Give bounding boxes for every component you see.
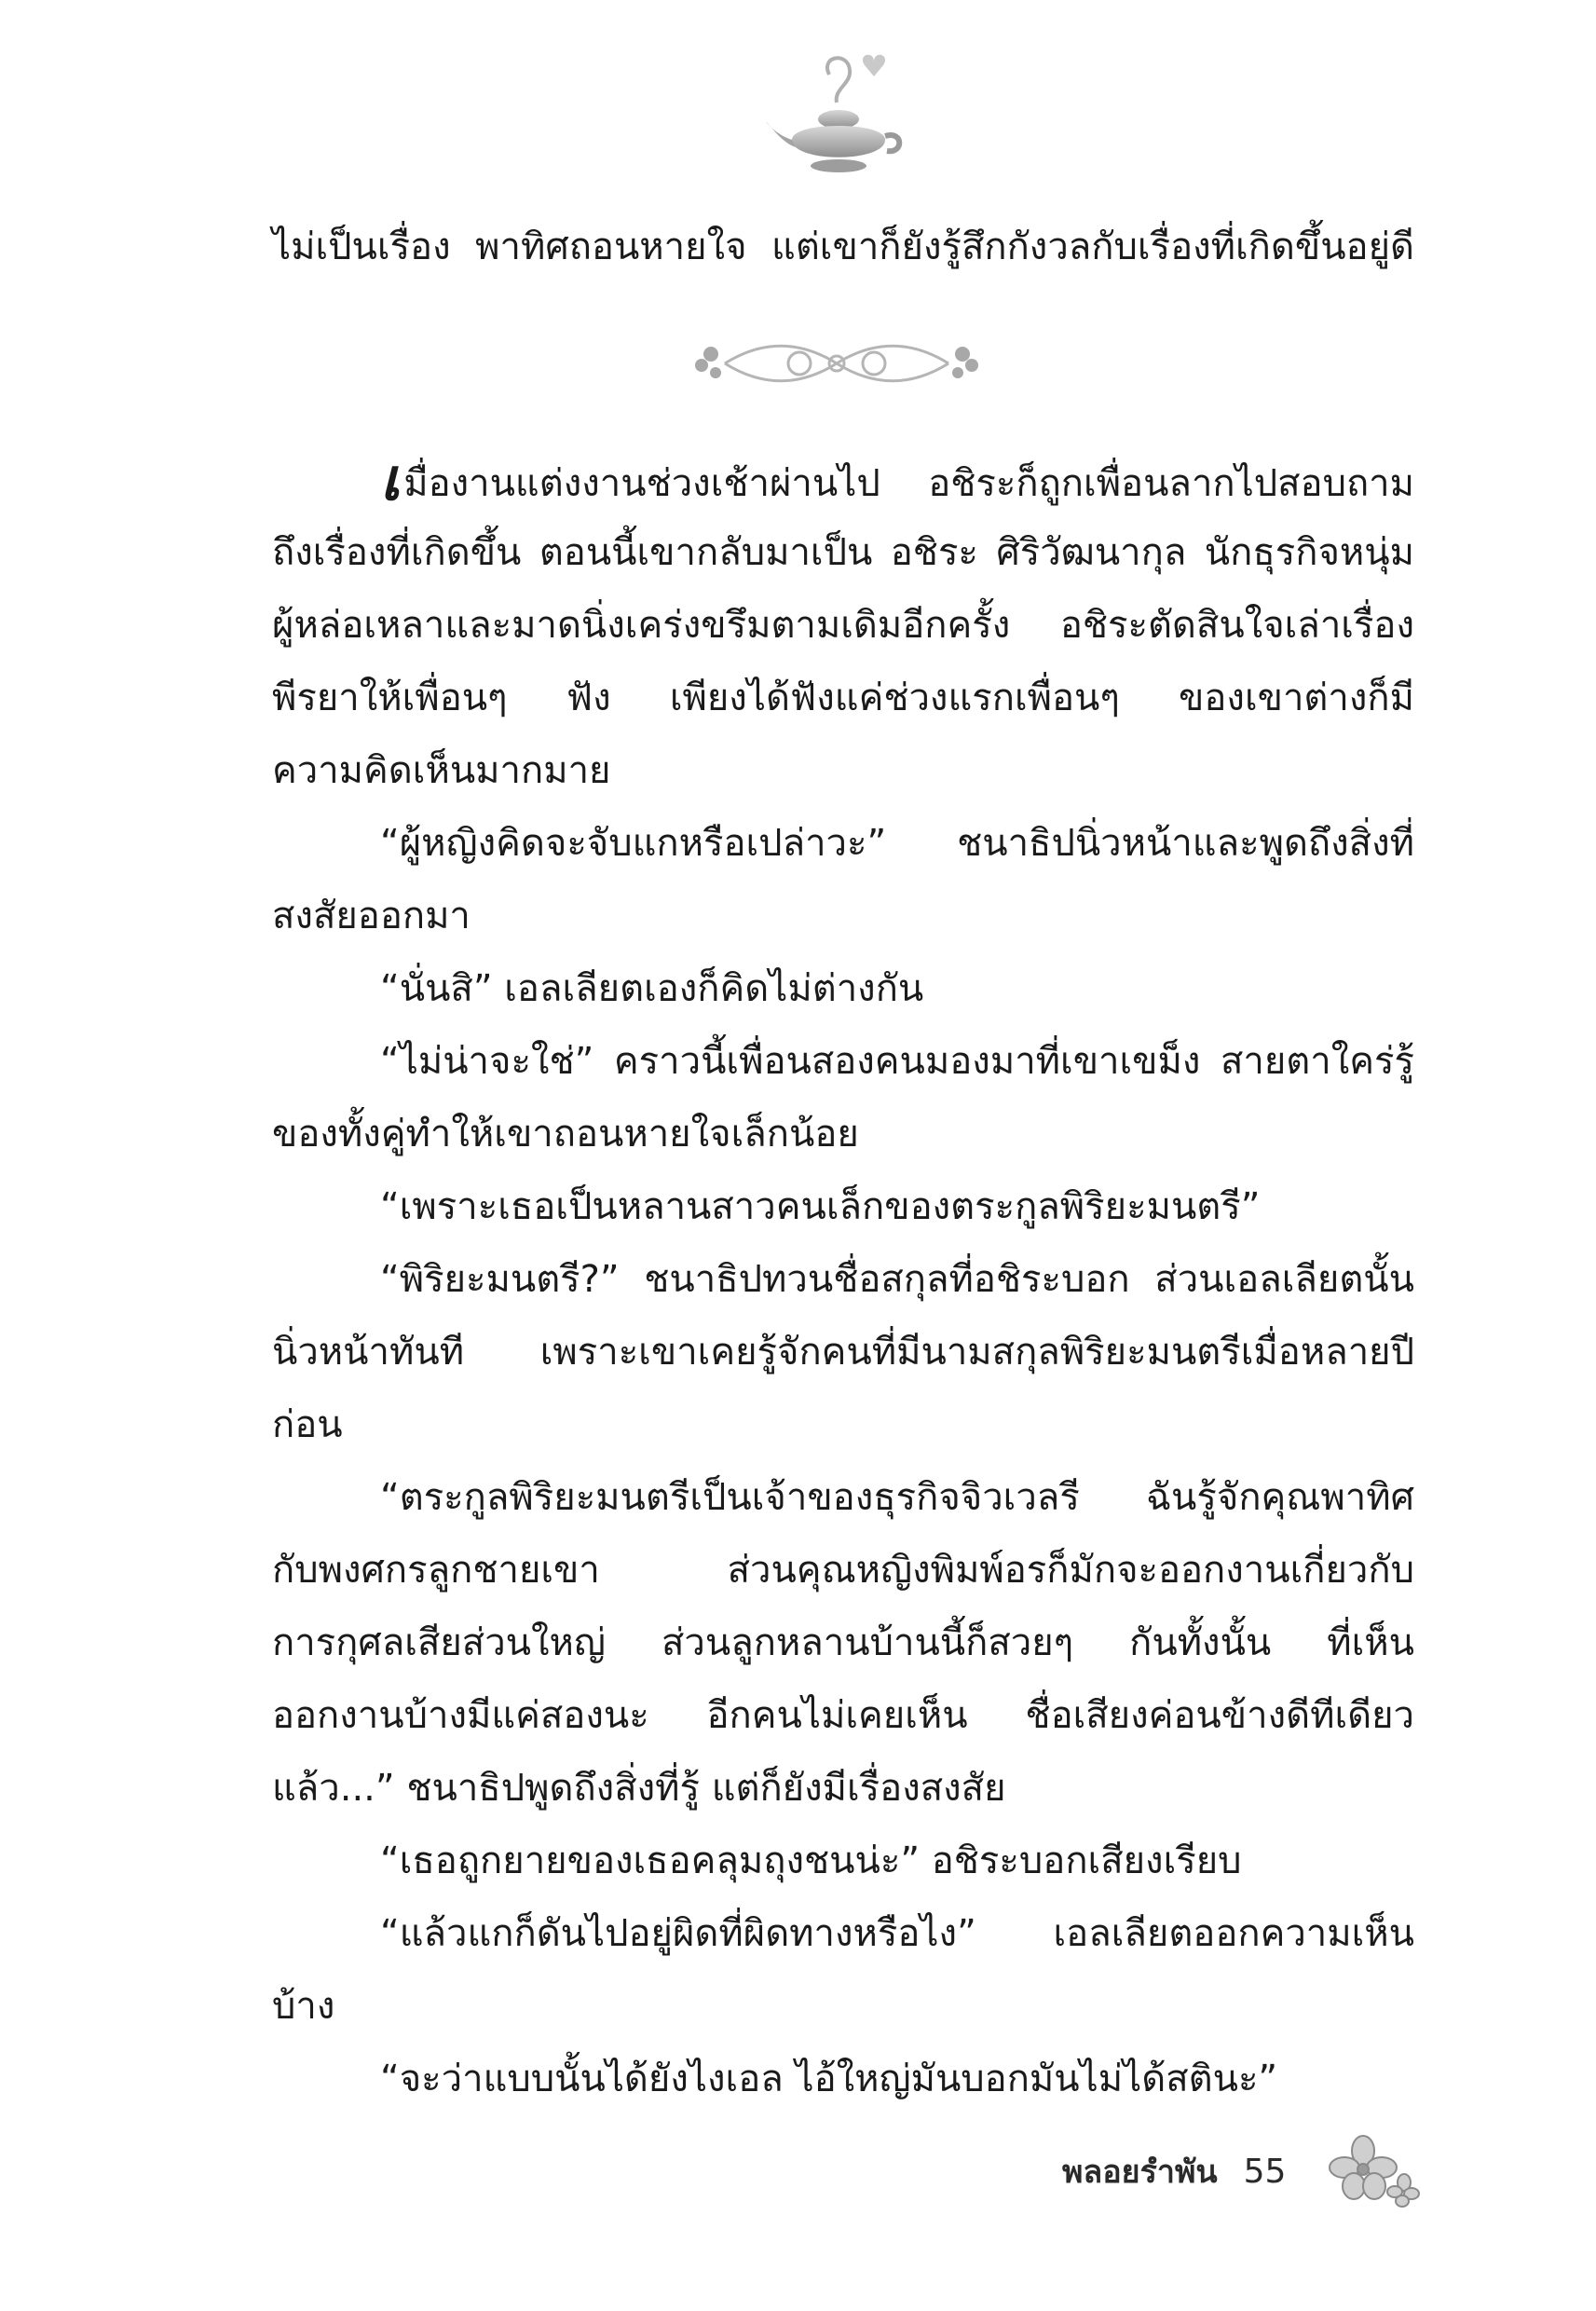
text-line-8: สงสัยออกมา (272, 895, 471, 937)
flower-icon (1328, 2134, 1421, 2208)
text-line-7: “ผู้หญิงคิดจะจับแกหรือเปล่าวะ” ชนาธิปนิ่วหน้าและพูดถึงสิ่งที่ (380, 822, 1414, 865)
text-line-14: นิ่วหน้าทันที เพราะเขาเคยรู้จักคนที่มีนามสกุลพิริยะมนตรีเมื่อหลายปี (272, 1331, 1414, 1374)
text-line-21: “เธอถูกยายของเธอคลุมถุงชนน่ะ” อชิระบอกเสียงเรียบ (380, 1839, 1242, 1882)
text-line-11: ของทั้งคู่ทำให้เขาถอนหายใจเล็กน้อย (272, 1113, 859, 1156)
text-line-6: ความคิดเห็นมากมาย (272, 749, 611, 792)
text-line-12: “เพราะเธอเป็นหลานสาวคนเล็กของตระกูลพิริยะมนตรี” (380, 1185, 1261, 1228)
text-line-3: ถึงเรื่องที่เกิดขึ้น ตอนนี้เขากลับมาเป็น อชิระ ศิริวัฒนากุล นักธุรกิจหนุ่ม (272, 531, 1414, 574)
text-line-22: “แล้วแกก็ดันไปอยู่ผิดที่ผิดทางหรือไง” เอลเลียตออกความเห็น (380, 1912, 1414, 1955)
text-line-1: ไม่เป็นเรื่อง พาทิศถอนหายใจ แต่เขาก็ยังรู้สึกกังวลกับเรื่องที่เกิดขึ้นอยู่ดี (272, 226, 1414, 268)
text-line-18: การกุศลเสียส่วนใหญ่ ส่วนลูกหลานบ้านนี้ก็สวยๆ กันทั้งนั้น ที่เห็น (272, 1621, 1414, 1664)
genie-lamp-icon (764, 47, 913, 186)
page-number: 55 (1243, 2152, 1287, 2191)
text-line-9: “นั่นสิ” เอลเลียตเองก็คิดไม่ต่างกัน (380, 967, 924, 1010)
text-line-24: “จะว่าแบบนั้นได้ยังไงเอล ไอ้ใหญ่มันบอกมันไม่ได้สตินะ” (380, 2058, 1278, 2100)
text-line-17: กับพงศกรลูกชายเขา ส่วนคุณหญิงพิมพ์อรก็มักจะออกงานเกี่ยวกับ (272, 1549, 1414, 1592)
text-line-5: พีรยาให้เพื่อนๆ ฟัง เพียงได้ฟังแค่ช่วงแรกเพื่อนๆ ของเขาต่างก็มี (272, 677, 1414, 719)
text-line-23: บ้าง (272, 1985, 335, 2028)
text-line-19: ออกงานบ้างมีแค่สองนะ อีกคนไม่เคยเห็น ชื่อเสียงค่อนข้างดีทีเดียว (272, 1694, 1414, 1737)
text-line-4: ผู้หล่อเหลาและมาดนิ่งเคร่งขรึมตามเดิมอีกครั้ง อชิระตัดสินใจเล่าเรื่อง (272, 604, 1414, 647)
text-line-15: ก่อน (272, 1403, 343, 1446)
floral-divider-icon (688, 326, 986, 401)
book-title: พลอยรำพัน (1062, 2154, 1218, 2191)
text-line-20: แล้ว...” ชนาธิปพูดถึงสิ่งที่รู้ แต่ก็ยังมีเรื่องสงสัย (272, 1767, 1006, 1810)
text-line-13: “พิริยะมนตรี?” ชนาธิปทวนชื่อสกุลที่อชิระบอก ส่วนเอลเลียตนั้น (380, 1258, 1414, 1301)
text-line-2-body: มื่องานแต่งงานช่วงเช้าผ่านไป อชิระก็ถูกเพื่อนลากไปสอบถาม (403, 462, 1414, 505)
page-footer (1062, 2143, 1286, 2199)
text-line-2 (380, 445, 1414, 513)
text-line-16: “ตระกูลพิริยะมนตรีเป็นเจ้าของธุรกิจจิวเวลรี ฉันรู้จักคุณพาทิศ (380, 1476, 1414, 1519)
text-line-10: “ไม่น่าจะใช่” คราวนี้เพื่อนสองคนมองมาที่เขาเขม็ง สายตาใคร่รู้ (380, 1040, 1414, 1083)
drop-cap: เ (380, 445, 401, 513)
